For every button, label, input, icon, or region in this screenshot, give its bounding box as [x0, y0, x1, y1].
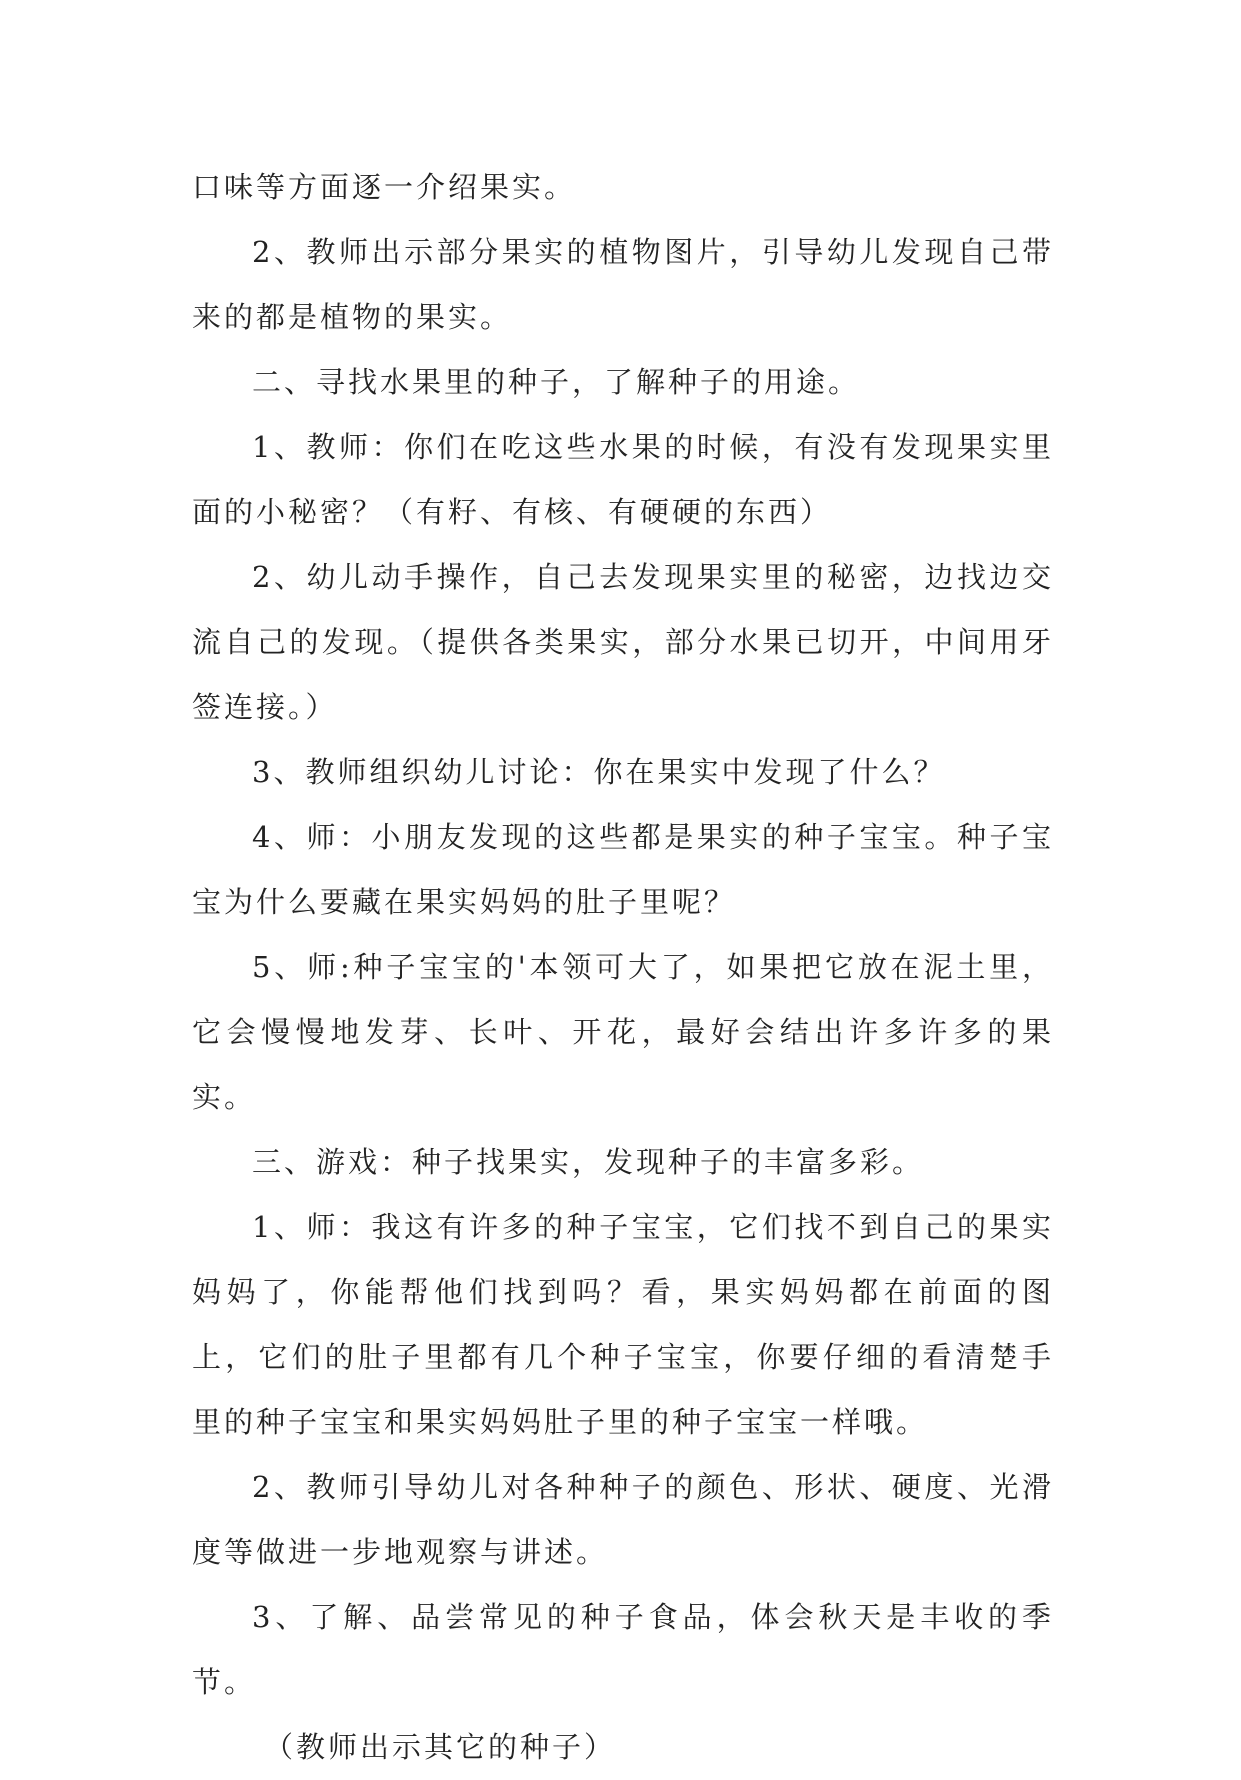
document-body — [192, 155, 1054, 1780]
paragraph-step-3-discussion: 3、教师组织幼儿讨论：你在果实中发现了什么？ — [252, 755, 946, 789]
paragraph-step-4-seed-babies: 4、师：小朋友发现的这些都是果实的种子宝宝。种子宝宝为什么要藏在果实妈妈的肚子里呢？ — [192, 820, 1054, 919]
paragraph-game-step-1: 1、师：我这有许多的种子宝宝，它们找不到自己的果实妈妈了，你能帮他们找到吗？看，果实妈妈都在前面的图上，它们的肚子里都有几个种子宝宝，你要仔细的看清楚手里的种子宝宝和果实妈妈肚子里的种子宝宝一样哦。 — [192, 1210, 1054, 1439]
paragraph-continuation: 口味等方面逐一介绍果实。 — [192, 170, 577, 204]
paragraph-game-step-2: 2、教师引导幼儿对各种种子的颜色、形状、硬度、光滑度等做进一步地观察与讲述。 — [192, 1470, 1054, 1569]
paragraph-step-2-plant-pictures: 2、教师出示部分果实的植物图片，引导幼儿发现自己带来的都是植物的果实。 — [192, 235, 1054, 334]
paragraph-game-step-3: 3、了解、品尝常见的种子食品，体会秋天是丰收的季节。 — [192, 1600, 1054, 1699]
paragraph-note-other-seeds: （教师出示其它的种子） — [264, 1730, 617, 1764]
section-heading-game: 三、游戏：种子找果实，发现种子的丰富多彩。 — [252, 1145, 925, 1179]
paragraph-step-1-teacher-question: 1、教师：你们在吃这些水果的时候，有没有发现果实里面的小秘密？（有籽、有核、有硬硬的东西） — [192, 430, 1054, 529]
paragraph-step-2-hands-on: 2、幼儿动手操作，自己去发现果实里的秘密，边找边交流自己的发现。（提供各类果实，部分水果已切开，中间用牙签连接。） — [192, 560, 1054, 724]
paragraph-step-5-seed-ability: 5、师:种子宝宝的'本领可大了，如果把它放在泥土里，它会慢慢地发芽、长叶、开花，最好会结出许多许多的果实。 — [192, 950, 1054, 1114]
section-heading-find-seeds: 二、寻找水果里的种子，了解种子的用途。 — [252, 365, 861, 399]
